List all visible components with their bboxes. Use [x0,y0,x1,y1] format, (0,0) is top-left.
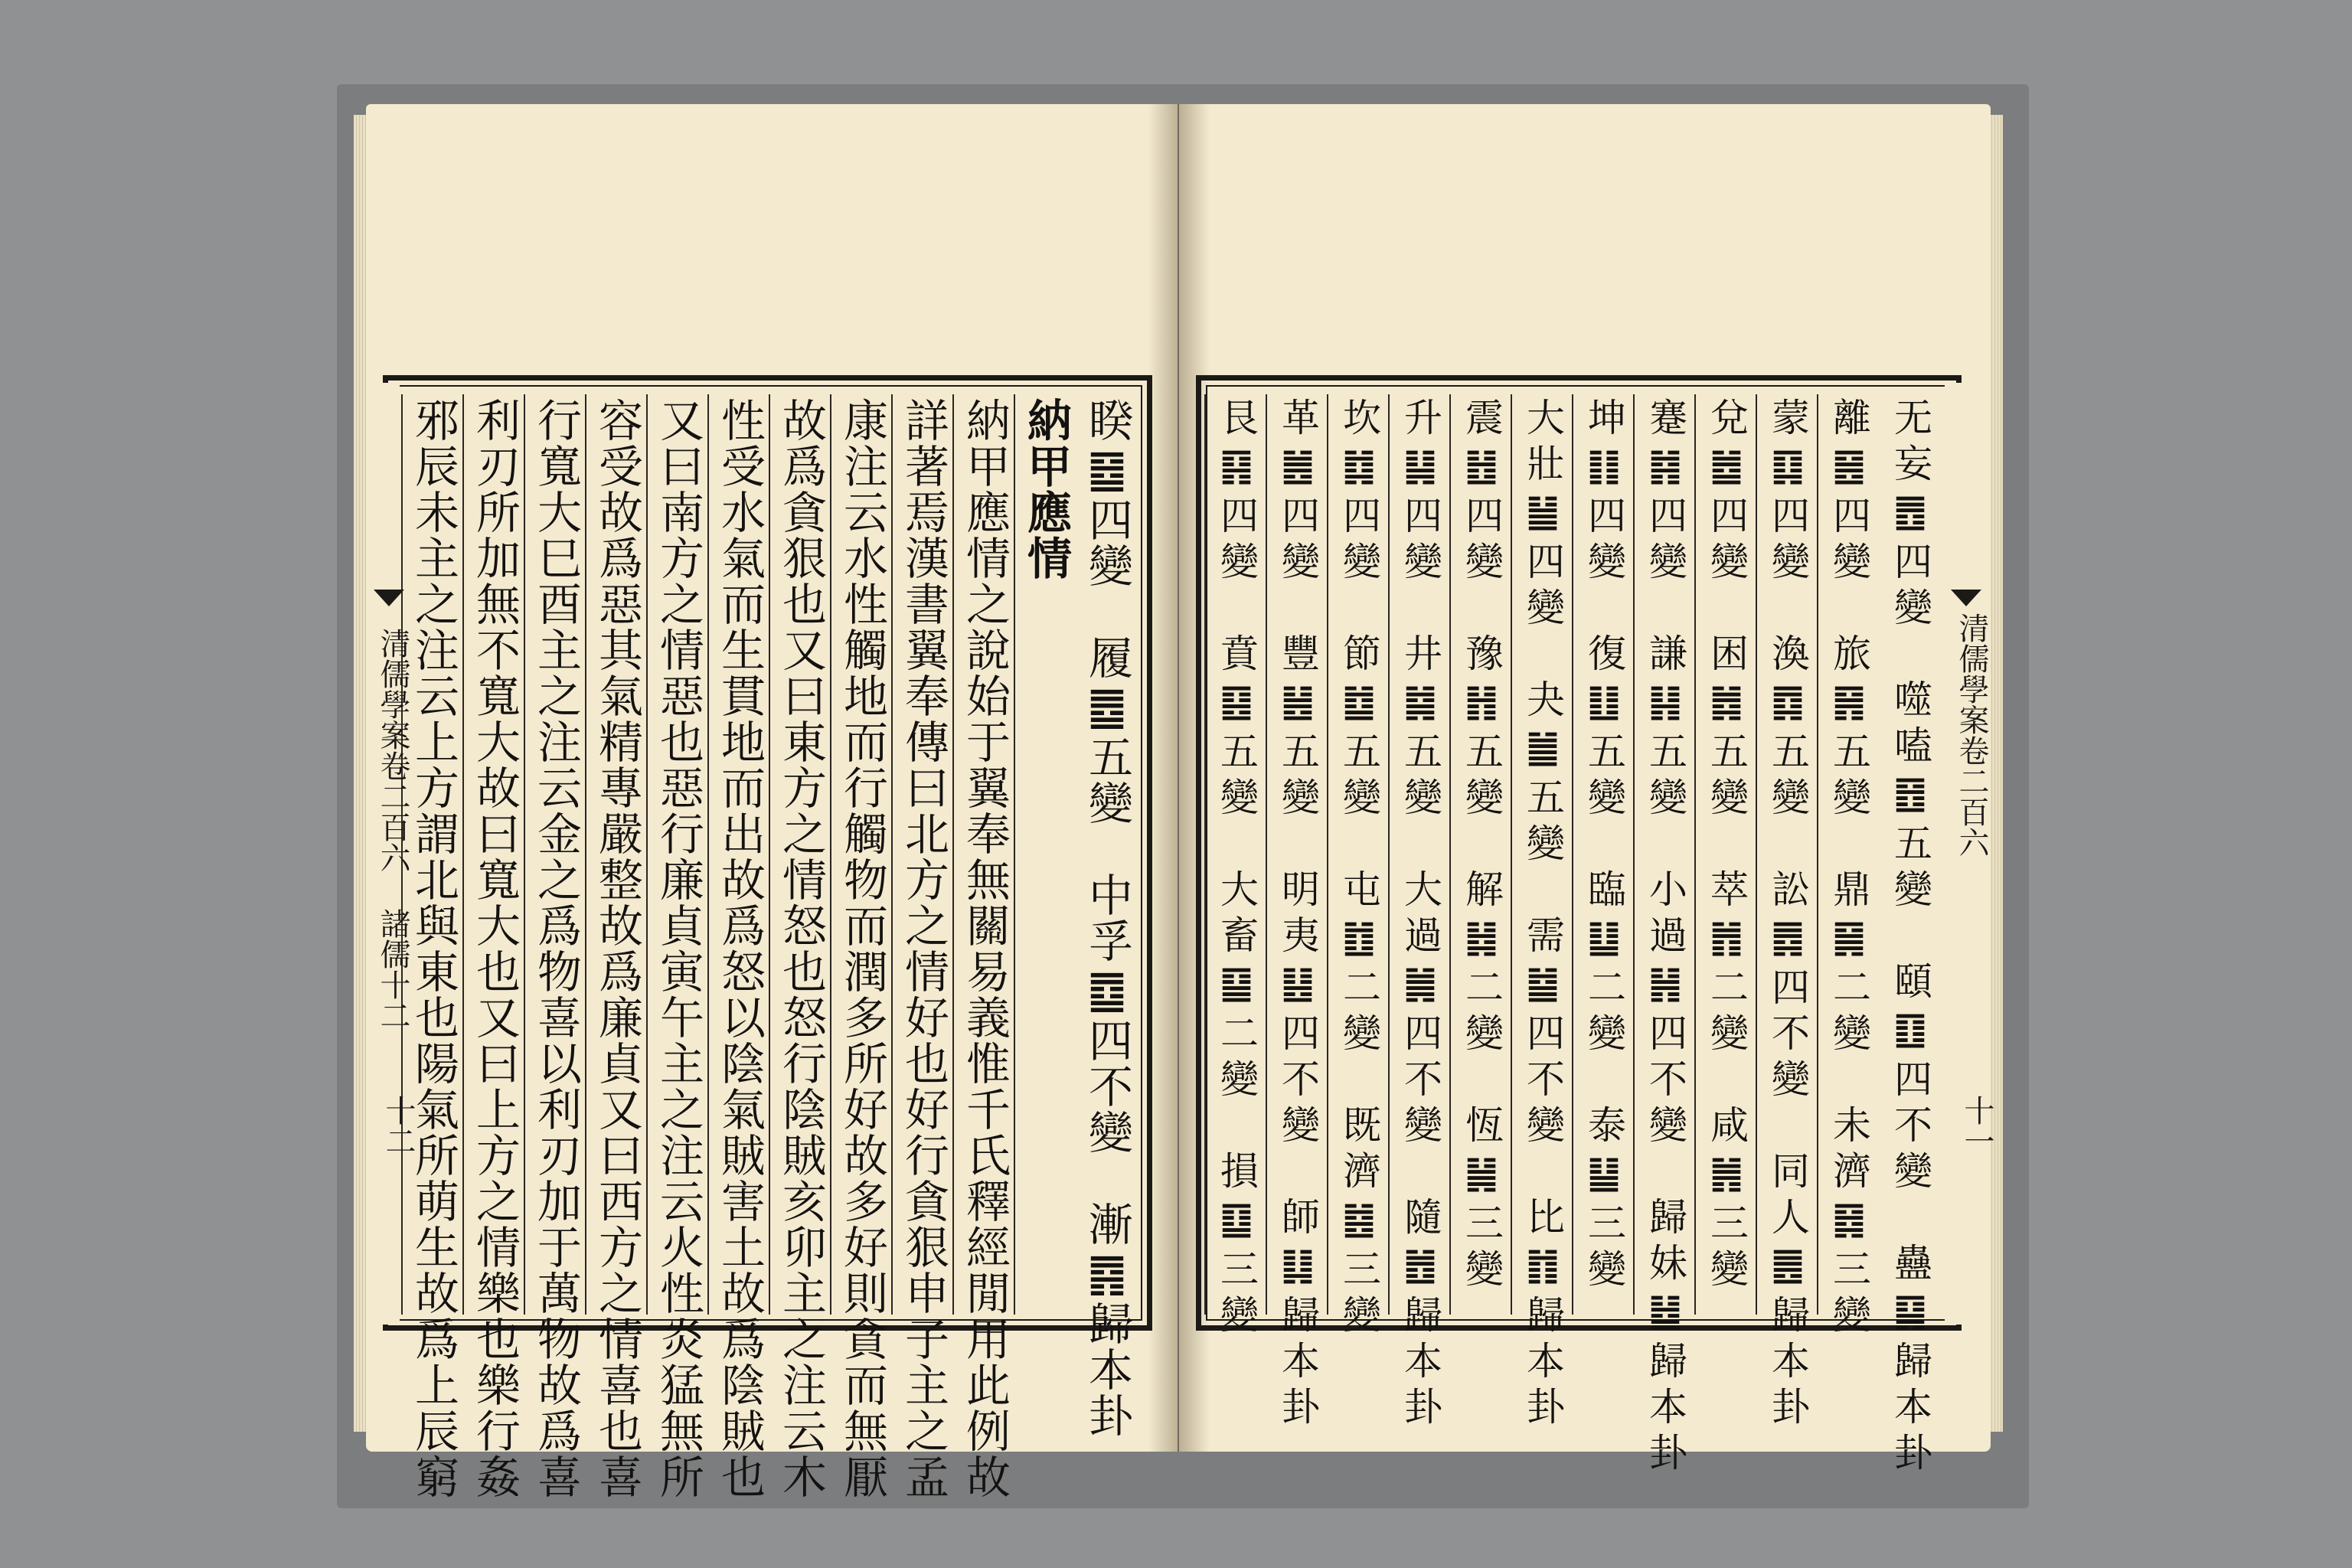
left-column-text: 睽䷥四變 履䷉五變 中孚䷼四不變 漸䷴歸本卦 [1081,397,1133,1439]
right-column-text: 升䷭四變 井䷯五變 大過䷛四不變 隨䷐歸本卦 [1398,397,1442,1432]
left-column-text: 詳著焉漢書翼奉傳曰北方之情好也好行貪狠申子主之孟 [897,397,949,1500]
left-column-text: 納甲應情 [1020,397,1072,581]
fish-tail-mark-right [1951,590,1981,606]
right-column [1266,394,1327,1432]
left-column-text: 行寬大巳酉主之注云金之爲物喜以利刃加于萬物故爲喜 [530,397,582,1500]
right-column [1449,394,1511,1315]
right-column-text: 大壯䷡四變 夬䷪五變 需䷄四不變 比䷇歸本卦 [1521,397,1565,1432]
left-column [524,394,585,1500]
right-column-text: 革䷰四變 豐䷶五變 明夷䷣四不變 師䷆歸本卦 [1276,397,1320,1432]
right-column [1817,394,1878,1341]
left-text-frame [383,375,1152,1500]
running-title-right: 清儒學案卷二百六 [1954,612,1989,858]
fish-tail-mark-left [374,590,404,606]
left-column-text: 康注云水性觸地而行觸物而潤多所好故多好則貪而無厭 [836,397,888,1500]
left-column [952,394,1014,1500]
right-column [1388,394,1449,1432]
right-column [1756,394,1817,1432]
left-column [462,394,524,1500]
left-column-text: 性受水氣而生貫地而出故爲怒以陰氣賊害土故爲陰賊也 [714,397,766,1500]
right-column [1878,394,1939,1478]
left-column [830,394,891,1500]
right-column [1327,394,1388,1341]
right-column [1572,394,1633,1315]
left-column [769,394,830,1500]
folio-right: 十一 [1959,1095,1994,1156]
right-column-text: 蒙䷃四變 渙䷺五變 訟䷅四不變 同人䷌歸本卦 [1766,397,1810,1432]
left-column-text: 納甲應情之說始于翼奉無關易義惟千氏釋經閒用此例故 [959,397,1011,1500]
running-title-left: 清儒學案卷二百六 諸儒十二 [375,628,410,1031]
left-column [585,394,646,1500]
right-text-frame [1196,375,1962,1478]
right-column-text: 震䷲四變 豫䷏五變 解䷧二變 恆䷟三變 [1459,397,1504,1295]
left-column [1014,394,1075,1315]
left-column-text: 邪辰未主之注云上方謂北與東也陽氣所萌生故爲上辰窮 [407,397,459,1500]
left-column-text: 又曰南方之情惡也惡行廉貞寅午主之注云火性炎猛無所 [652,397,704,1500]
left-column [707,394,769,1500]
folio-left: 十二 [381,1095,416,1156]
left-column [401,394,462,1500]
right-column-text: 離䷝四變 旅䷷五變 鼎䷱二變 未濟䷿三變 [1827,397,1871,1341]
left-column [646,394,707,1500]
right-column-text: 蹇䷦四變 謙䷎五變 小過䷽四不變 歸妹䷵歸本卦 [1643,397,1687,1478]
right-column-text: 无妄䷘四變 噬嗑䷔五變 頤䷚四不變 蠱䷑歸本卦 [1888,397,1932,1478]
right-column [1694,394,1756,1315]
left-column-text: 容受故爲惡其氣精專嚴整故爲廉貞又曰西方之情喜也喜 [591,397,643,1500]
page-edge-right [1989,115,2003,1432]
right-column-text: 艮䷳四變 賁䷕五變 大畜䷙二變 損䷨三變 [1214,397,1259,1341]
left-column [1075,394,1136,1439]
right-column [1204,394,1266,1341]
right-column [1633,394,1694,1478]
right-column-text: 兌䷹四變 困䷮五變 萃䷬二變 咸䷞三變 [1704,397,1749,1295]
left-column [891,394,952,1500]
left-column-text: 利刃所加無不寬大故曰寬大也又曰上方之情樂也樂行姦 [469,397,521,1500]
right-column [1511,394,1572,1432]
right-column-text: 坤䷁四變 復䷗五變 臨䷒二變 泰䷊三變 [1582,397,1626,1295]
left-column-text: 故爲貪狠也又曰東方之情怒也怒行陰賊亥卯主之注云木 [775,397,827,1500]
right-column-text: 坎䷜四變 節䷻五變 屯䷂二變 既濟䷾三變 [1337,397,1381,1341]
